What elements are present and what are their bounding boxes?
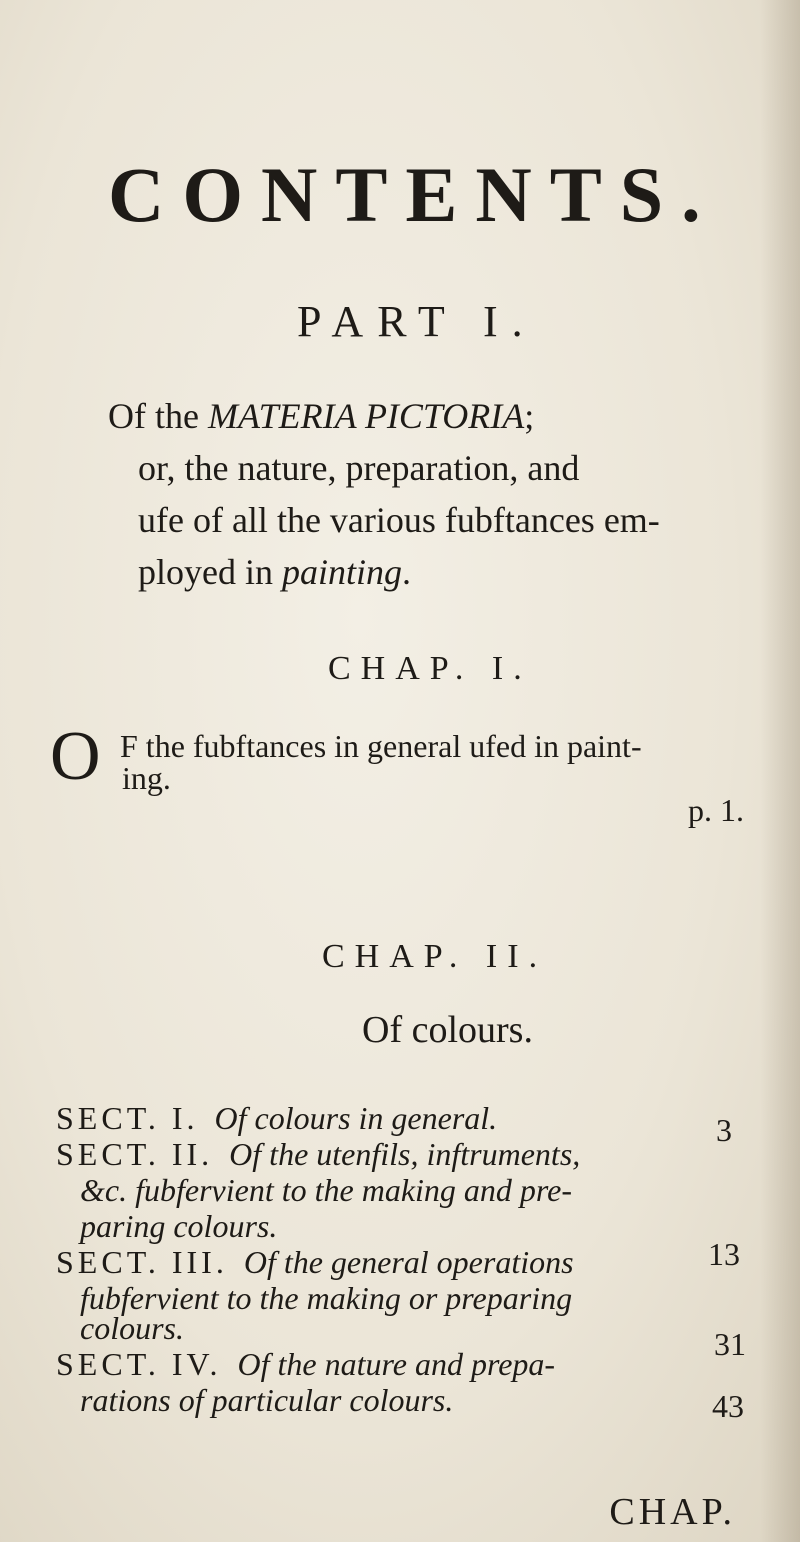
part-heading: PART I. — [297, 297, 537, 346]
sect-2-entry — [56, 1136, 580, 1173]
sect-3-title-line-2: fubfervient to the making or preparing — [80, 1280, 573, 1316]
chapter-2-heading: CHAP. II. — [322, 938, 548, 975]
chapter-1-page-ref: p. 1. — [688, 792, 744, 828]
sect-1-title: Of colours in general. — [214, 1100, 498, 1136]
painting-italic: painting — [281, 552, 402, 592]
sect-2-page: 13 — [708, 1236, 740, 1272]
chapter-1-heading: CHAP. I. — [328, 650, 532, 687]
sect-4-page: 43 — [712, 1388, 744, 1424]
materia-pictoria-italic: MATERIA PICTORIA — [207, 396, 525, 436]
intro-line-4: ployed in painting. — [138, 552, 411, 592]
sect-1-page: 3 — [716, 1112, 732, 1148]
contents-title: CONTENTS. — [108, 151, 719, 238]
chapter-2-subtitle: Of colours. — [362, 1009, 533, 1051]
sect-3-entry — [56, 1244, 574, 1281]
sect-4-title-line-2: rations of particular colours. — [80, 1382, 454, 1418]
sect-2-title-line-2: &c. fubfervient to the making and pre- — [80, 1172, 573, 1208]
sect-1-label: SECT. I. — [56, 1100, 199, 1136]
sect-4-label: SECT. IV. — [56, 1346, 222, 1382]
intro-line-3: ufe of all the various fubftances em- — [138, 500, 660, 540]
intro-line-2: or, the nature, preparation, and — [138, 448, 580, 488]
chapter-1-text-line-1: F the fubftances in general ufed in paint- — [120, 728, 642, 764]
chapter-1-dropcap: O — [50, 718, 101, 795]
sect-3-label: SECT. III. — [56, 1244, 228, 1280]
part-description — [108, 390, 768, 598]
sect-2-label: SECT. II. — [56, 1136, 214, 1172]
sect-3-title-line-1: Of the general operations — [243, 1244, 574, 1280]
sect-2-title-line-3: paring colours. — [80, 1208, 278, 1244]
page-edge-shadow — [760, 0, 800, 1542]
sect-3-title-line-3: colours. — [80, 1310, 184, 1346]
sect-4-entry — [56, 1346, 555, 1383]
catchword: CHAP. — [609, 1491, 736, 1533]
sect-1-entry — [56, 1100, 497, 1137]
sect-2-title-line-1: Of the utenfils, inftruments, — [229, 1136, 581, 1172]
intro-line-1: Of the MATERIA PICTORIA; — [108, 396, 535, 436]
chapter-1-text-line-2: ing. — [122, 760, 171, 796]
sect-4-title-line-1: Of the nature and prepa- — [237, 1346, 556, 1382]
sect-3-page: 31 — [714, 1326, 746, 1362]
